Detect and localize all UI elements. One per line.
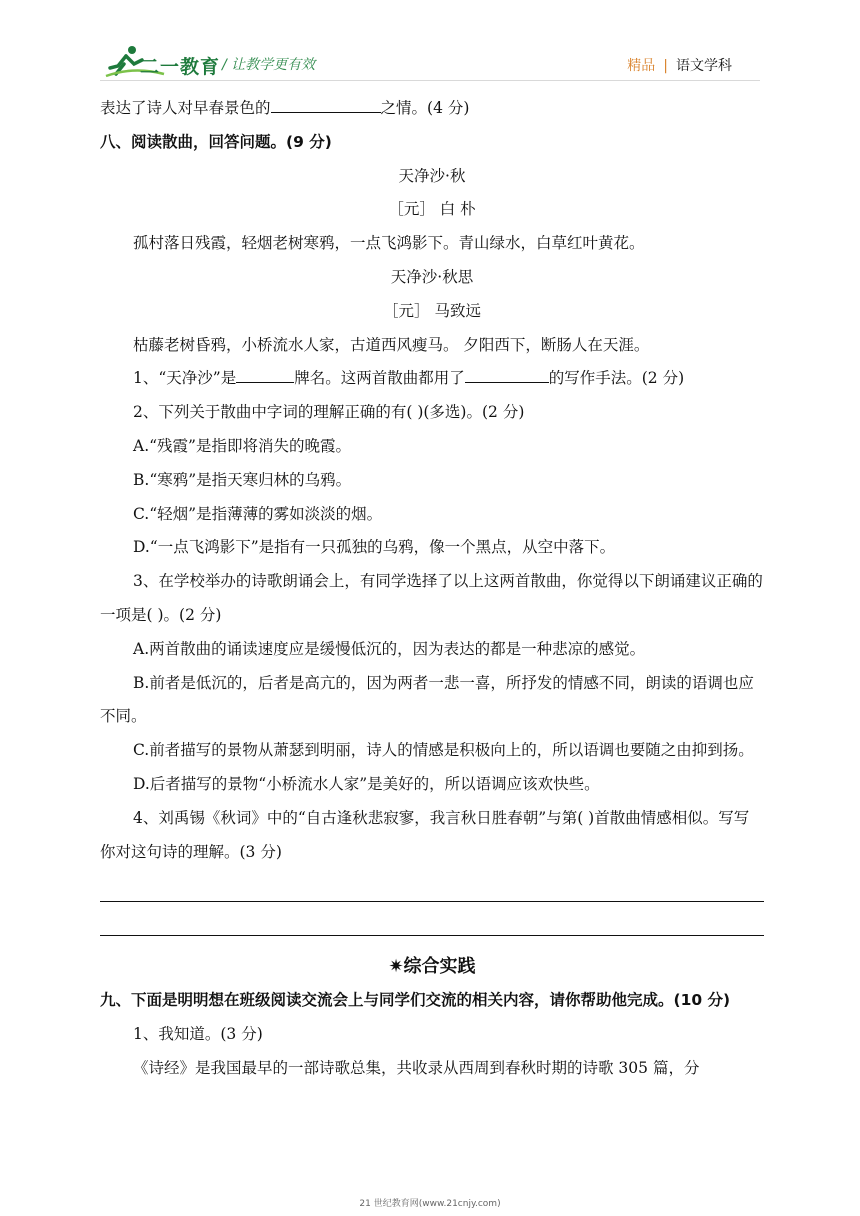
option-3d: D.后者描写的景物“小桥流水人家”是美好的，所以语调应该欢快些。 (133, 774, 600, 793)
sub-question-9-1: 1、我知道。(3 分) (133, 1024, 263, 1043)
subject-label: 语文学科 (676, 58, 732, 74)
answer-space (100, 902, 764, 935)
answer-blank (465, 364, 549, 383)
answer-blank (236, 364, 294, 383)
option-3b: B.前者是低沉的，后者是高亢的，因为两者一悲一喜，所抒发的情感不同，朗读的语调也应不同。 (100, 673, 754, 726)
header-right (627, 55, 732, 75)
question-8-heading: 八、阅读散曲，回答问题。(9 分) (100, 132, 332, 151)
text-segment: 之情。(4 分) (380, 99, 470, 117)
poem-2-text: 枯藤老树昏鸦，小桥流水人家，古道西风瘦马。 夕阳西下，断肠人在天涯。 (133, 335, 650, 354)
poem-2-title: 天净沙·秋思 (390, 267, 474, 286)
page-footer: 21 世纪教育网(www.21cnjy.com) (359, 1199, 501, 1209)
slogan: / 让教学更有效 (222, 57, 316, 73)
option-2d: D.“一点飞鸿影下”是指有一只孤独的乌鸦，像一个黑点，从空中落下。 (133, 538, 616, 557)
option-3c: C.前者描写的景物从萧瑟到明丽，诗人的情感是积极向上的，所以语调也要随之由抑到扬。 (133, 741, 754, 760)
text-segment: 表达了诗人对早春景色的 (100, 99, 271, 117)
document-body (100, 92, 764, 1086)
poem-2-author: ［元］ 马致远 (383, 301, 481, 320)
option-3a: A.两首散曲的诵读速度应是缓慢低沉的，因为表达的都是一种悲凉的感觉。 (133, 639, 646, 658)
answer-blank (271, 94, 381, 113)
option-2b: B.“寒鸦”是指天寒归林的乌鸦。 (133, 470, 352, 489)
text-segment: 牌名。这两首散曲都用了 (294, 369, 465, 388)
text-line (100, 92, 764, 126)
header-separator: | (663, 58, 668, 74)
sub-question-3: 3、在学校举办的诗歌朗诵会上，有同学选择了以上这两首散曲，你觉得以下朗诵建议正确的一项是( )。(2 分) (100, 572, 763, 624)
poem-1-text: 孤村落日残霞，轻烟老树寒鸦，一点飞鸿影下。青山绿水，白草红叶黄花。 (133, 234, 645, 253)
question-9-text: 《诗经》是我国最早的一部诗歌总集，共收录从西周到春秋时期的诗歌 305 篇，分 (133, 1058, 700, 1077)
sub-question-2: 2、下列关于散曲中字词的理解正确的有( )(多选)。(2 分) (133, 403, 525, 422)
text-segment: 的写作手法。(2 分) (548, 369, 685, 388)
text-segment: 1、“天净沙”是 (133, 369, 237, 388)
section-title: ✷综合实践 (388, 956, 476, 978)
question-9-heading: 九、下面是明明想在班级阅读交流会上与同学们交流的相关内容，请你帮助他完成。(10 分) (100, 991, 731, 1010)
sub-question-1 (100, 362, 764, 396)
spacer (100, 936, 764, 950)
quality-label: 精品 (627, 58, 656, 74)
poem-1-title: 天净沙·秋 (398, 166, 466, 185)
option-2a: A.“残霞”是指即将消失的晚霞。 (133, 436, 351, 455)
answer-space (100, 869, 764, 901)
sub-question-4: 4、刘禹锡《秋词》中的“自古逢秋悲寂寥，我言秋日胜春朝”与第( )首散曲情感相似。写写你对这句诗的理解。(3 分) (100, 808, 750, 861)
option-2c: C.“轻烟”是指薄薄的雾如淡淡的烟。 (133, 504, 383, 523)
poem-1-author: ［元］ 白 朴 (388, 200, 476, 219)
page-header (0, 0, 860, 90)
brand-name: 二一教育 (140, 56, 221, 78)
header-divider (100, 80, 760, 81)
